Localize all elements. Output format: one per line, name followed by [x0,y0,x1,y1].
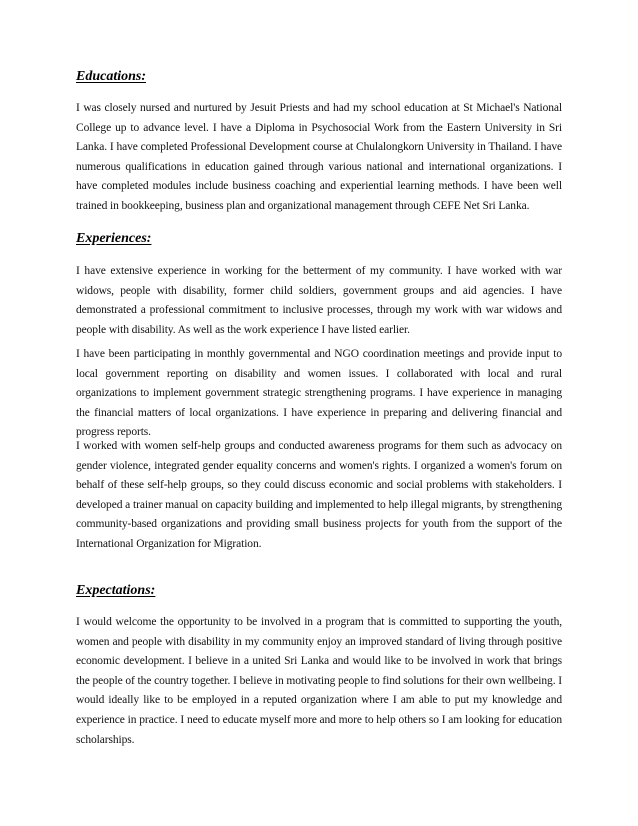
experiences-paragraph-3: I worked with women self-help groups and conducted awareness programs for them such as advocacy on gender violence, integrated gender equality concerns and women's rights. I organized a women's forum on behalf of these self-help groups, so they could discuss economic and social problems with stakeholders. I developed a trainer manual on capacity building and implemented to help illegal migrants, by strengthening community-based organizations and providing small business projects for youth from the support of the International Organization for Migration. [76,440,562,550]
educations-heading: Educations: [76,69,147,84]
experiences-heading: Experiences: [76,231,152,246]
experiences-paragraph-1: I have extensive experience in working for the betterment of my community. I have worked with war widows, people with disability, former child soldiers, government groups and aid agencies. I have demonstrated a professional commitment to inclusive processes, through my work with war widows and people with disability. As well as the work experience I have listed earlier. [76,265,562,336]
expectations-paragraph: I would welcome the opportunity to be involved in a program that is committed to supporting the youth, women and people with disability in my community enjoy an improved standard of living through positive economic development. I believe in a united Sri Lanka and would like to be involved in work that brings the people of the country together. I believe in motivating people to find solutions for their own wellbeing. I would ideally like to be employed in a reputed organization where I am able to put my knowledge and experience in practice. I need to educate myself more and more to help others so I am looking for education scholarships. [76,616,562,746]
experiences-paragraph-2: I have been participating in monthly governmental and NGO coordination meetings and provide input to local government reporting on disability and women issues. I collaborated with local and rural organizations to implement government strategic strengthening programs. I have experience in managing the financial matters of local organizations. I have experience in preparing and delivering financial and progress reports. [76,348,562,439]
educations-paragraph: I was closely nursed and nurtured by Jesuit Priests and had my school education at St Michael's National College up to advance level. I have a Diploma in Psychosocial Work from the Eastern University in Sri Lanka. I have completed Professional Development course at Chulalongkorn University in Thailand. I have numerous qualifications in education gained through various national and international organizations. I have completed modules include business coaching and experiential learning methods. I have been well trained in bookkeeping, business plan and organizational management through CEFE Net Sri Lanka. [76,102,562,212]
expectations-heading: Expectations: [76,583,156,598]
